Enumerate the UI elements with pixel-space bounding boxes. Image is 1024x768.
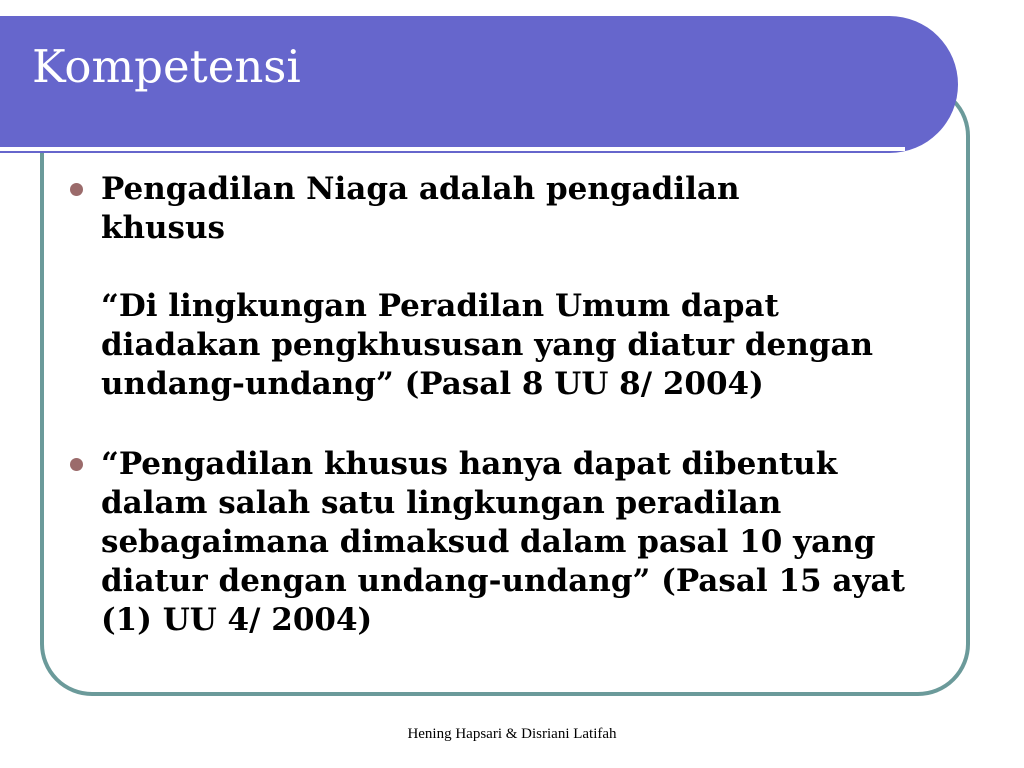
bullet-dot-icon xyxy=(70,183,83,196)
bullet-item xyxy=(70,445,950,640)
bullet-dot-icon xyxy=(70,458,83,471)
bullet-text: Pengadilan Niaga adalah pengadilan khusus xyxy=(101,171,740,246)
title-underline xyxy=(0,147,905,151)
slide-title: Kompetensi xyxy=(32,40,301,93)
slide-body xyxy=(70,170,950,640)
slide-footer: Hening Hapsari & Disriani Latifah xyxy=(407,726,617,742)
bullet-item xyxy=(70,170,950,248)
bullet-sub-text: “Di lingkungan Peradilan Umum dapat diadakan pengkhususan yang diatur dengan undang-undang” (Pasal 8 UU 8/ 2004) xyxy=(101,288,874,402)
bullet-text: “Pengadilan khusus hanya dapat dibentuk dalam salah satu lingkungan peradilan sebagaimana dimaksud dalam pasal 10 yang diatur dengan undang-undang” (Pasal 15 ayat (1) UU 4/ 2004) xyxy=(101,446,905,638)
